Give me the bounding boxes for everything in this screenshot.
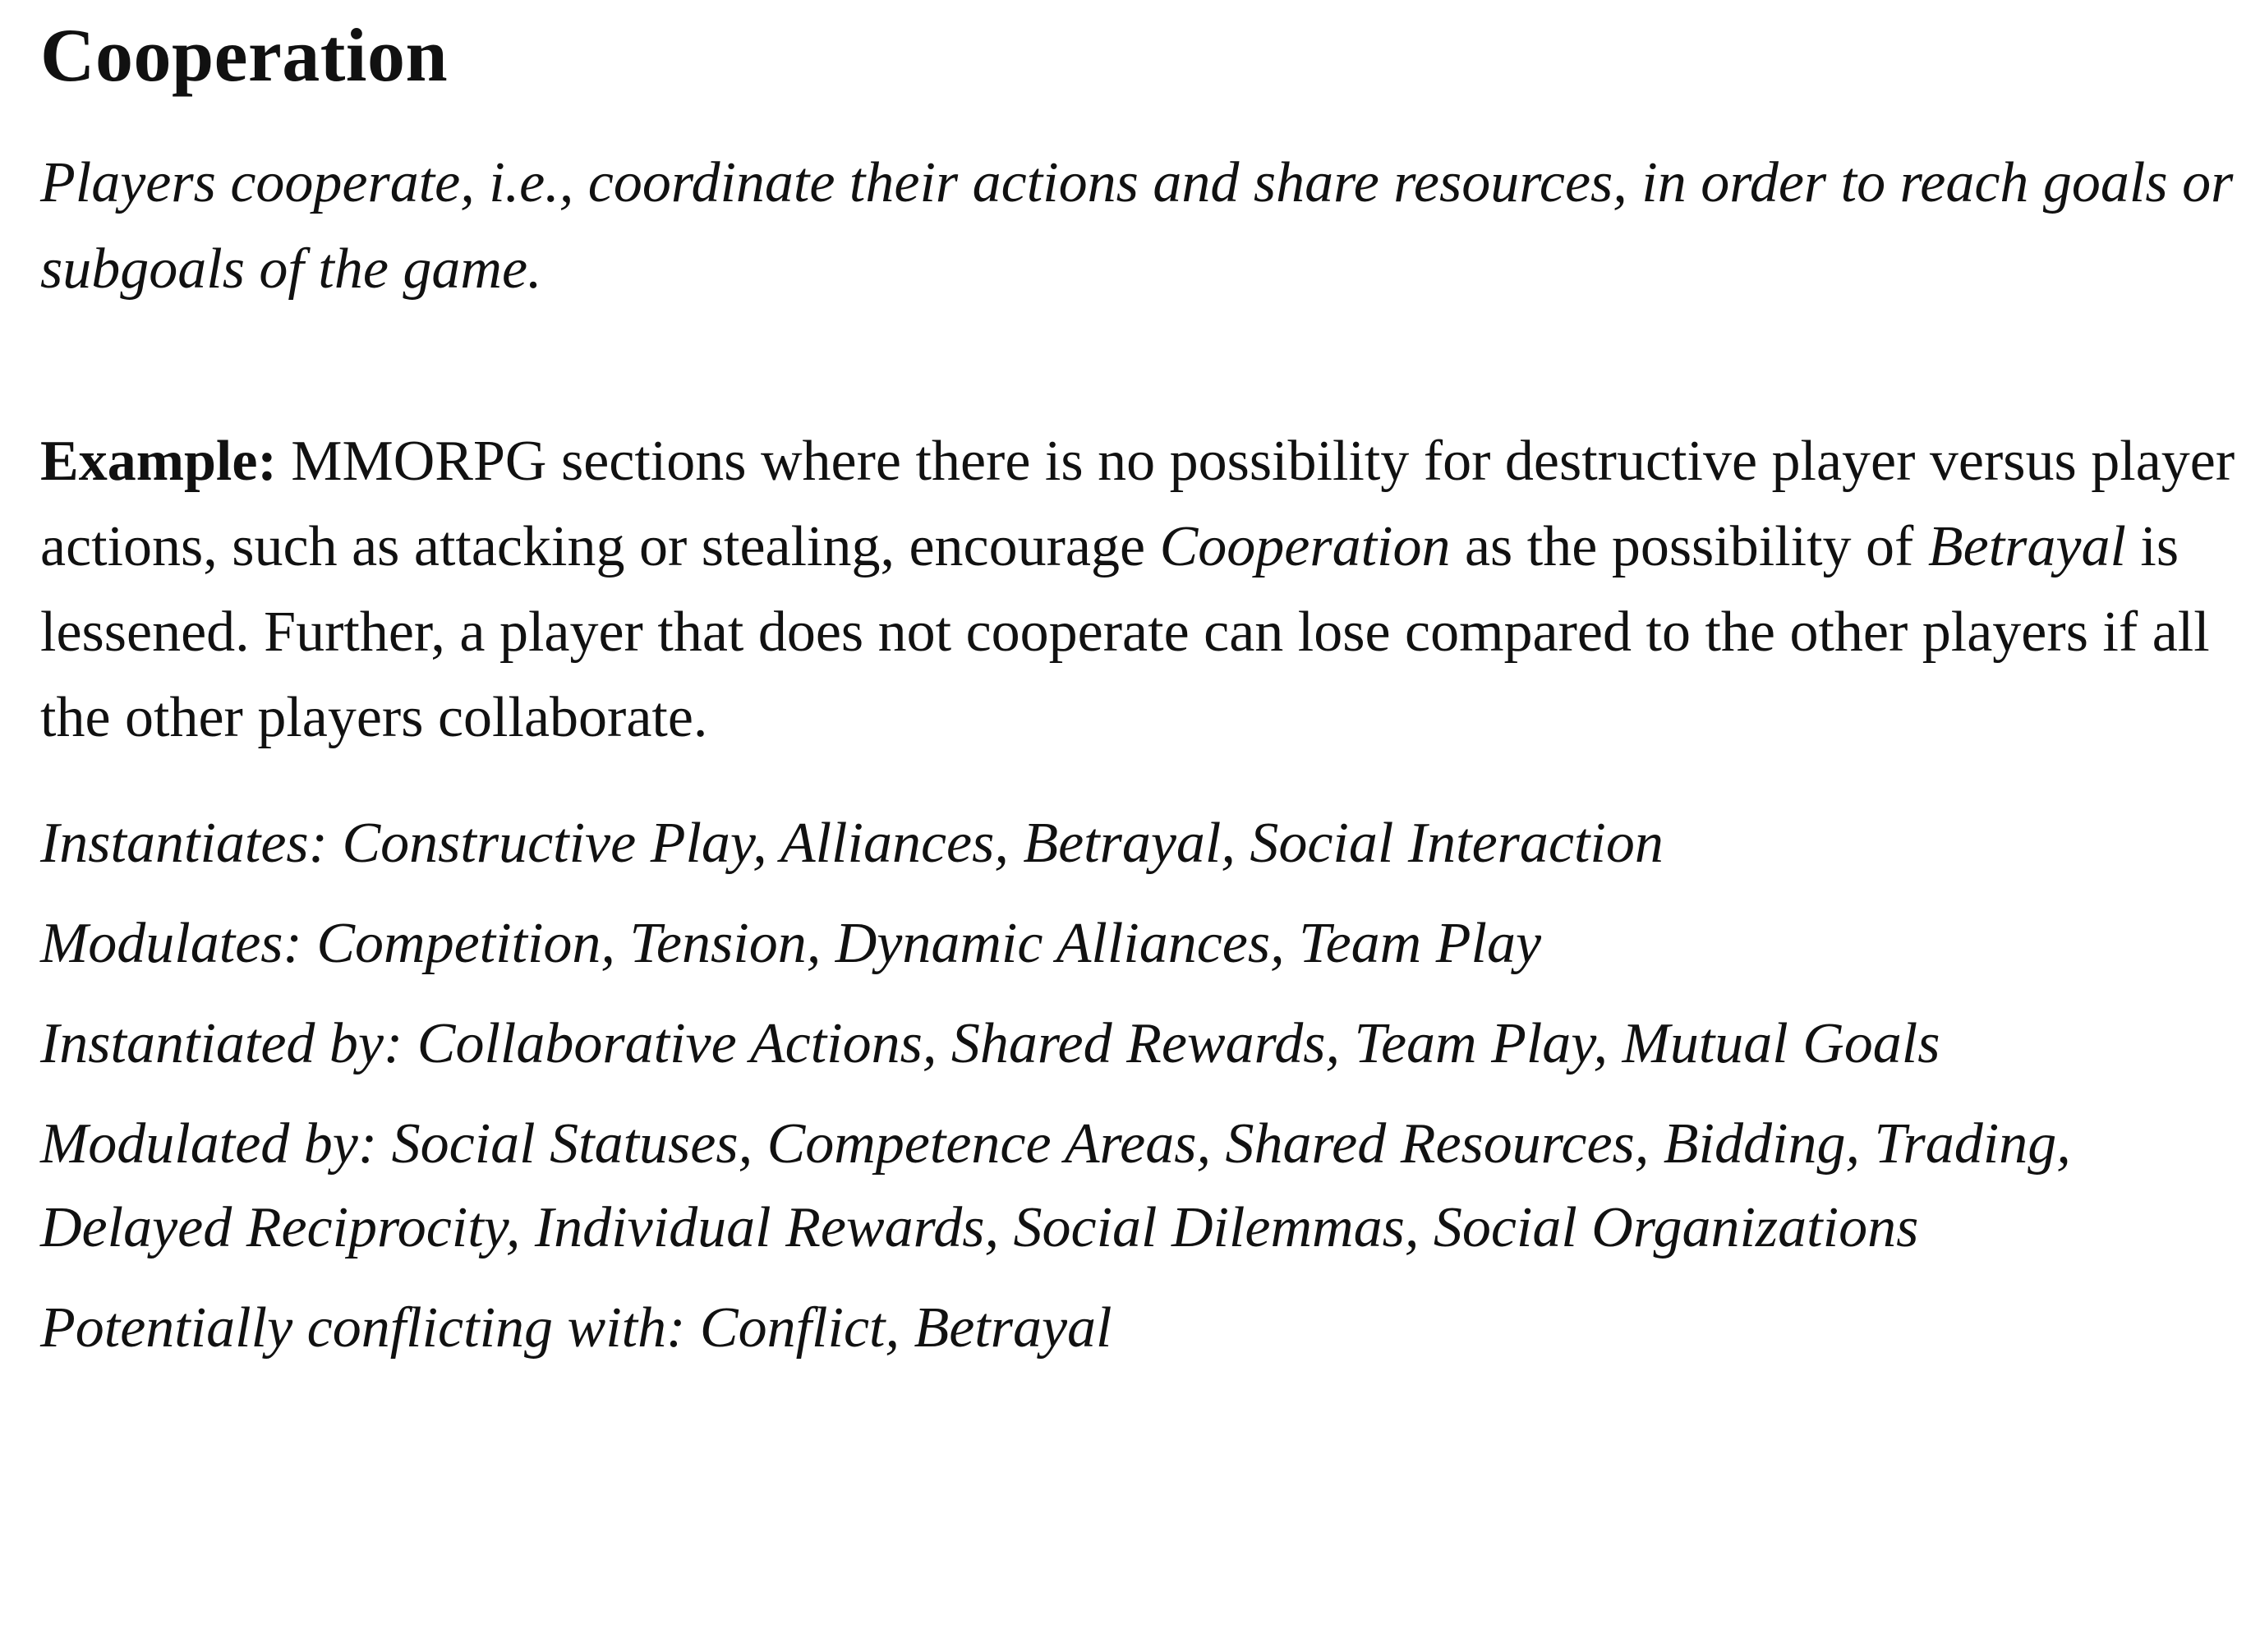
example-text-2: as the possibility of [1450, 515, 1928, 578]
relation-modulated-by: Modulated by: Social Statuses, Competence Areas, Shared Resources, Bidding, Trading, Delayed Reciprocity, Individual Rewards, Social Dilemmas, Social Organizations [40, 1112, 2071, 1259]
relation-instantiated-by: Instantiated by: Collaborative Actions, Shared Rewards, Team Play, Mutual Goals [40, 1012, 1940, 1075]
relation-instantiates: Instantiates: Constructive Play, Alliances, Betrayal, Social Interaction [40, 812, 1664, 875]
example-label: Example: [40, 430, 277, 493]
pattern-entry [40, 0, 2242, 1370]
example-emphasis-cooperation: Cooperation [1159, 515, 1451, 578]
example-text-3: is lessened. Further, a player that does not cooperate can lose compared to the other players if all the other players collaborate. [40, 515, 2210, 749]
relation-modulates: Modulates: Competition, Tension, Dynamic Alliances, Team Play [40, 912, 1542, 975]
pattern-definition: Players cooperate, i.e., coordinate their actions and share resources, in order to reach goals or subgoals of the game. [40, 151, 2234, 301]
relation-conflicting-with: Potentially conflicting with: Conflict, Betrayal [40, 1296, 1112, 1360]
example-paragraph [40, 419, 2242, 761]
pattern-title: Cooperation [40, 13, 449, 97]
example-text-1: MMORPG sections where there is no possibility for destructive player versus player actions, such as attacking or stealing, encourage [40, 430, 2235, 578]
example-emphasis-betrayal: Betrayal [1927, 515, 2126, 578]
